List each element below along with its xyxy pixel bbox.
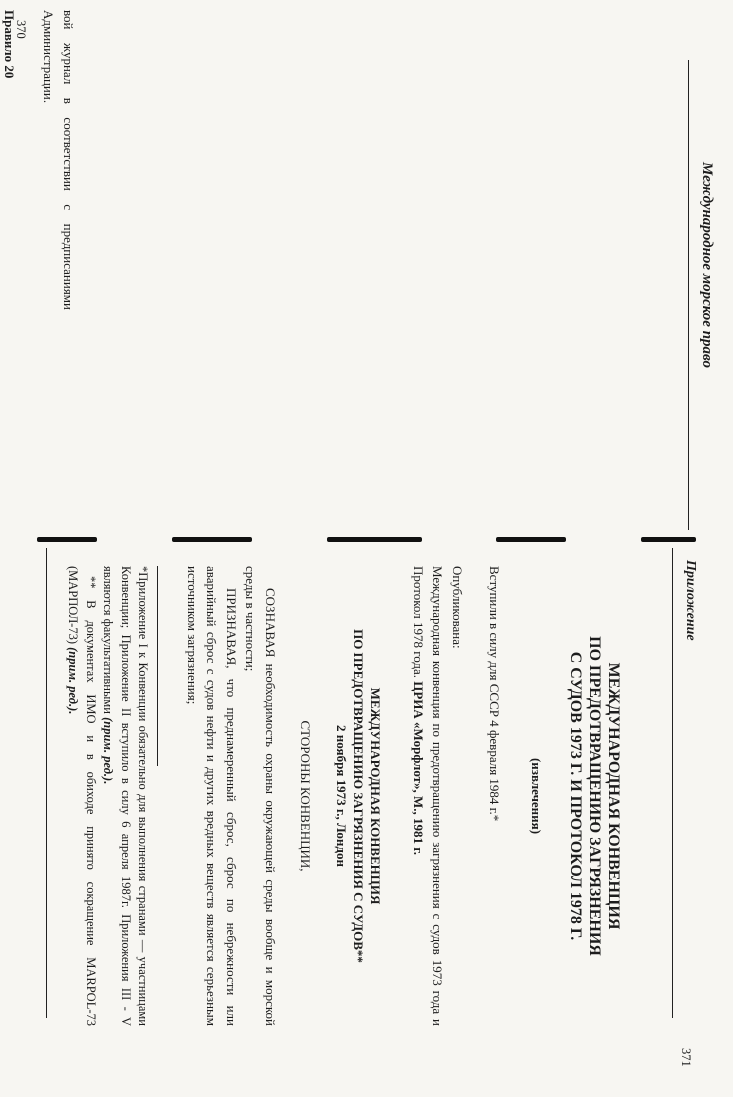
parties-heading: СТОРОНЫ КОНВЕНЦИИ,: [298, 720, 314, 872]
footnote-1-text: *Приложение I к Конвенции обязательно для выполнения странами — участницами Конвенции; Приложение II вступило в силу 6 апреля 1987г. Приложения III - V являются факультативными: [101, 566, 151, 1026]
convention-date: 2 ноября 1973 г., Лондон: [334, 725, 350, 867]
footnote-2-note: (прим. ред.).: [66, 647, 81, 715]
footnote-1: [99, 566, 152, 1026]
para-aware: СОЗНАВАЯ необходимость охраны окружающей среды вообще и морской среды в частности;: [243, 566, 278, 1026]
main-title: [566, 566, 623, 1026]
left-text-block: [0, 10, 78, 310]
right-text-block: [64, 566, 651, 1026]
published-text-b: ЦРИА «Морфлот», М., 1981 г.: [411, 681, 426, 855]
left-page-number: 370: [14, 20, 28, 39]
published-label: Опубликована:: [450, 566, 465, 649]
footnote-1-note: (прим. ред.).: [101, 717, 116, 785]
right-head-rule: [672, 548, 673, 1018]
published-text-a: Международная конвенция по предотвращению загрязнения с судов 1973 года и Протокол 1978 года.: [411, 566, 446, 1026]
left-page: [0, 0, 733, 530]
left-head-rule: [688, 60, 689, 530]
footnote-2-text: ** В документах ИМО и в обиходе принято сокращение MARPOL-73 (МАРПОЛ-73): [66, 566, 98, 1026]
convention-title: [334, 566, 385, 1026]
right-foot-rule: [46, 548, 47, 1018]
in-force-note: Вступили в силу для СССР 4 февраля 1984 г.*: [487, 566, 503, 822]
left-intro-text: вой журнал в соответствии с предписаниями Администрации.: [41, 10, 76, 310]
footnotes: [64, 566, 159, 1026]
extract-label: (извлечения): [529, 757, 544, 835]
convention-title-line-1: МЕЖДУНАРОДНАЯ КОНВЕНЦИЯ: [368, 687, 384, 905]
footnote-rule: [158, 566, 159, 766]
rule20-number: Правило 20: [2, 10, 17, 79]
main-title-line-3: С СУДОВ 1973 Г. И ПРОТОКОЛ 1978 Г.: [567, 651, 584, 941]
right-page: [0, 548, 733, 1097]
right-page-number: 371: [679, 1048, 693, 1067]
left-running-head: Международное морское право: [699, 161, 715, 369]
main-title-line-2: ПО ПРЕДОТВРАЩЕНИЮ ЗАГРЯЗНЕНИЯ: [586, 636, 603, 956]
published-text: [409, 566, 448, 1026]
convention-title-line-2: ПО ПРЕДОТВРАЩЕНИЮ ЗАГРЯЗНЕНИЯ С СУДОВ**: [351, 629, 367, 963]
para-recognizing: ПРИЗНАВАЯ, что преднамеренный сброс, сброс по небрежности или аварийный сброс с судов нефти и других вредных веществ является серьезным источником загрязнения;: [185, 566, 239, 1026]
footnote-2: [64, 566, 99, 1026]
main-title-line-1: МЕЖДУНАРОДНАЯ КОНВЕНЦИЯ: [605, 662, 622, 930]
right-running-head: Приложение: [683, 560, 698, 641]
